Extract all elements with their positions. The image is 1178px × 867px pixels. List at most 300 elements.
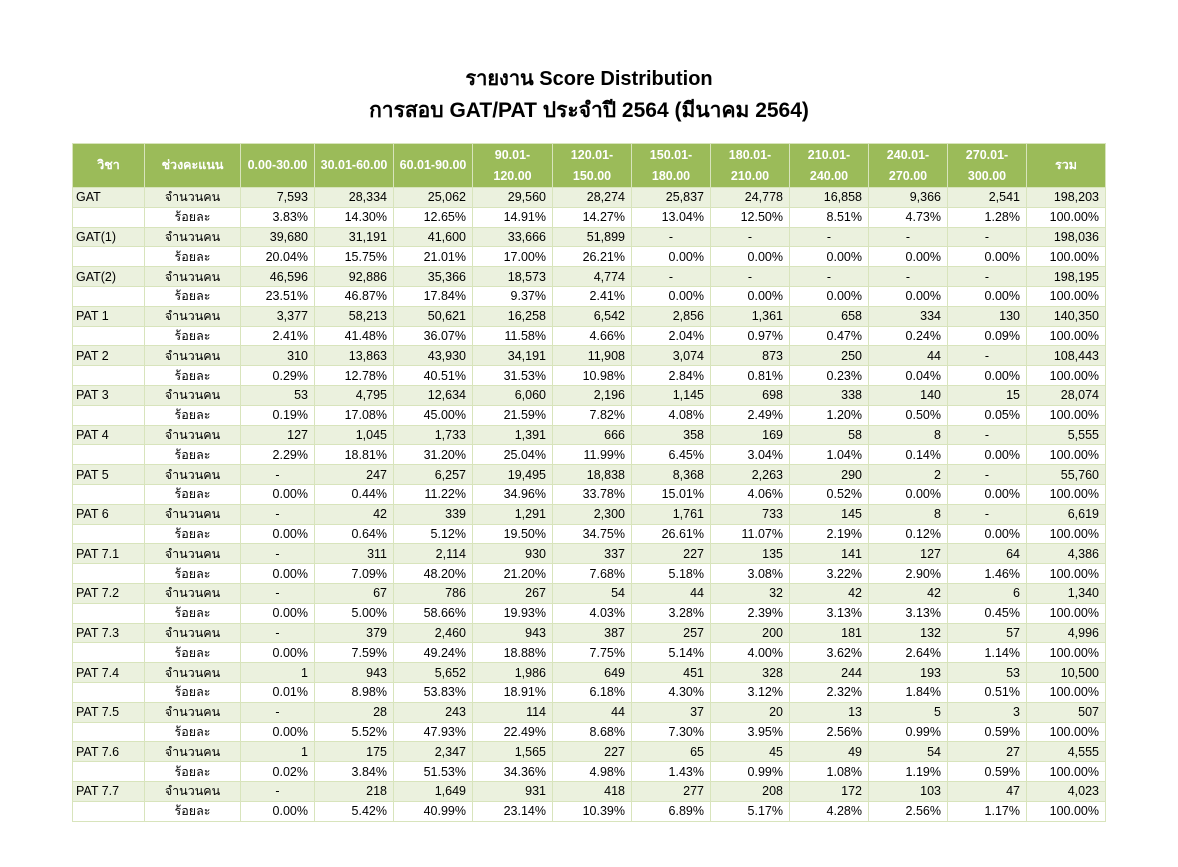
- value-cell: 140: [869, 385, 948, 405]
- table-row: [73, 346, 1106, 366]
- value-cell: 25.04%: [473, 445, 553, 465]
- metric-cell: จำนวนคน: [145, 504, 241, 524]
- value-cell: 0.00%: [711, 247, 790, 267]
- table-row: [73, 425, 1106, 445]
- value-cell: 649: [553, 663, 632, 683]
- subject-cell: PAT 7.7: [73, 781, 145, 801]
- value-cell: 53: [948, 663, 1027, 683]
- value-cell: 15.75%: [315, 247, 394, 267]
- metric-cell: ร้อยละ: [145, 247, 241, 267]
- value-cell: 18,838: [553, 465, 632, 485]
- value-cell: 1.19%: [869, 762, 948, 782]
- value-cell: 47.93%: [394, 722, 473, 742]
- value-cell: 92,886: [315, 267, 394, 287]
- value-cell: 0.14%: [869, 445, 948, 465]
- value-cell: 18.91%: [473, 682, 553, 702]
- value-cell: 1: [241, 742, 315, 762]
- value-cell: 1,761: [632, 504, 711, 524]
- value-cell: 40.51%: [394, 366, 473, 386]
- metric-cell: ร้อยละ: [145, 643, 241, 663]
- value-cell: 34,191: [473, 346, 553, 366]
- value-cell: 5,555: [1027, 425, 1106, 445]
- value-cell: 2,114: [394, 544, 473, 564]
- value-cell: 0.44%: [315, 484, 394, 504]
- value-cell: 47: [948, 781, 1027, 801]
- value-cell: 48.20%: [394, 564, 473, 584]
- subject-cell: PAT 5: [73, 465, 145, 485]
- table-row: [73, 267, 1106, 287]
- subject-cell: GAT(1): [73, 227, 145, 247]
- value-cell: 31,191: [315, 227, 394, 247]
- value-cell: 34.96%: [473, 484, 553, 504]
- column-header-range-270-300: 270.01- 300.00: [948, 144, 1027, 188]
- metric-cell: จำนวนคน: [145, 306, 241, 326]
- value-cell: 1,733: [394, 425, 473, 445]
- value-cell: 4.06%: [711, 484, 790, 504]
- subject-cell: [73, 484, 145, 504]
- value-cell: 1.43%: [632, 762, 711, 782]
- value-cell: 100.00%: [1027, 405, 1106, 425]
- value-cell: 21.59%: [473, 405, 553, 425]
- value-cell: 100.00%: [1027, 207, 1106, 227]
- value-cell: 2.90%: [869, 564, 948, 584]
- value-cell: 0.04%: [869, 366, 948, 386]
- value-cell: -: [948, 227, 1027, 247]
- value-cell: 0.00%: [241, 564, 315, 584]
- value-cell: 53: [241, 385, 315, 405]
- value-cell: 3: [948, 702, 1027, 722]
- value-cell: 44: [553, 702, 632, 722]
- value-cell: 3.22%: [790, 564, 869, 584]
- subject-cell: PAT 3: [73, 385, 145, 405]
- value-cell: 31.53%: [473, 366, 553, 386]
- column-header-range-150-180: 150.01- 180.00: [632, 144, 711, 188]
- value-cell: 3.08%: [711, 564, 790, 584]
- value-cell: -: [790, 227, 869, 247]
- value-cell: 65: [632, 742, 711, 762]
- metric-cell: จำนวนคน: [145, 425, 241, 445]
- value-cell: 0.59%: [948, 762, 1027, 782]
- table-row: [73, 247, 1106, 267]
- value-cell: 34.75%: [553, 524, 632, 544]
- table-row: [73, 801, 1106, 821]
- column-header-total: รวม: [1027, 144, 1106, 188]
- subject-cell: [73, 524, 145, 544]
- value-cell: 11,908: [553, 346, 632, 366]
- value-cell: 1,565: [473, 742, 553, 762]
- value-cell: 6.18%: [553, 682, 632, 702]
- metric-cell: จำนวนคน: [145, 385, 241, 405]
- value-cell: 42: [869, 583, 948, 603]
- value-cell: 41.48%: [315, 326, 394, 346]
- value-cell: 44: [632, 583, 711, 603]
- value-cell: 0.00%: [948, 366, 1027, 386]
- subject-cell: [73, 643, 145, 663]
- subject-cell: PAT 1: [73, 306, 145, 326]
- value-cell: 54: [869, 742, 948, 762]
- value-cell: 32: [711, 583, 790, 603]
- value-cell: 41,600: [394, 227, 473, 247]
- value-cell: 277: [632, 781, 711, 801]
- value-cell: 15: [948, 385, 1027, 405]
- value-cell: 1,391: [473, 425, 553, 445]
- value-cell: 19,495: [473, 465, 553, 485]
- value-cell: 943: [315, 663, 394, 683]
- table-row: [73, 742, 1106, 762]
- value-cell: 17.08%: [315, 405, 394, 425]
- value-cell: 55,760: [1027, 465, 1106, 485]
- value-cell: 198,195: [1027, 267, 1106, 287]
- value-cell: 25,062: [394, 188, 473, 208]
- table-row: [73, 623, 1106, 643]
- subject-cell: PAT 4: [73, 425, 145, 445]
- value-cell: 37: [632, 702, 711, 722]
- metric-cell: ร้อยละ: [145, 445, 241, 465]
- value-cell: 28,074: [1027, 385, 1106, 405]
- value-cell: 200: [711, 623, 790, 643]
- value-cell: 2: [869, 465, 948, 485]
- value-cell: 0.00%: [632, 247, 711, 267]
- value-cell: 20.04%: [241, 247, 315, 267]
- value-cell: 1: [241, 663, 315, 683]
- value-cell: -: [241, 781, 315, 801]
- value-cell: 40.99%: [394, 801, 473, 821]
- value-cell: 7.59%: [315, 643, 394, 663]
- table-row: [73, 306, 1106, 326]
- value-cell: 58,213: [315, 306, 394, 326]
- table-row: [73, 188, 1106, 208]
- value-cell: 334: [869, 306, 948, 326]
- value-cell: -: [711, 227, 790, 247]
- value-cell: 51.53%: [394, 762, 473, 782]
- value-cell: 9,366: [869, 188, 948, 208]
- value-cell: 6,060: [473, 385, 553, 405]
- metric-cell: ร้อยละ: [145, 722, 241, 742]
- value-cell: 108,443: [1027, 346, 1106, 366]
- value-cell: -: [948, 267, 1027, 287]
- value-cell: 42: [790, 583, 869, 603]
- value-cell: 0.00%: [948, 445, 1027, 465]
- table-row: [73, 465, 1106, 485]
- value-cell: 14.30%: [315, 207, 394, 227]
- value-cell: 45: [711, 742, 790, 762]
- value-cell: 733: [711, 504, 790, 524]
- value-cell: 130: [948, 306, 1027, 326]
- table-row: [73, 524, 1106, 544]
- value-cell: 0.00%: [948, 484, 1027, 504]
- value-cell: 290: [790, 465, 869, 485]
- value-cell: 3.95%: [711, 722, 790, 742]
- metric-cell: ร้อยละ: [145, 405, 241, 425]
- value-cell: 0.00%: [790, 247, 869, 267]
- value-cell: 227: [553, 742, 632, 762]
- value-cell: 33.78%: [553, 484, 632, 504]
- subject-cell: [73, 247, 145, 267]
- column-header-range-90-120: 90.01- 120.00: [473, 144, 553, 188]
- value-cell: 100.00%: [1027, 247, 1106, 267]
- value-cell: 100.00%: [1027, 603, 1106, 623]
- value-cell: 7.68%: [553, 564, 632, 584]
- table-row: [73, 207, 1106, 227]
- score-distribution-table: [72, 143, 1106, 822]
- value-cell: -: [869, 227, 948, 247]
- subject-cell: PAT 7.1: [73, 544, 145, 564]
- value-cell: 23.51%: [241, 286, 315, 306]
- value-cell: 1,045: [315, 425, 394, 445]
- value-cell: 13.04%: [632, 207, 711, 227]
- value-cell: 930: [473, 544, 553, 564]
- value-cell: 17.84%: [394, 286, 473, 306]
- value-cell: 0.51%: [948, 682, 1027, 702]
- value-cell: 0.52%: [790, 484, 869, 504]
- value-cell: 135: [711, 544, 790, 564]
- value-cell: -: [241, 544, 315, 564]
- value-cell: 100.00%: [1027, 286, 1106, 306]
- value-cell: 0.00%: [948, 524, 1027, 544]
- value-cell: -: [711, 267, 790, 287]
- value-cell: 2.56%: [869, 801, 948, 821]
- value-cell: 1,340: [1027, 583, 1106, 603]
- metric-cell: จำนวนคน: [145, 781, 241, 801]
- value-cell: 5.18%: [632, 564, 711, 584]
- table-row: [73, 286, 1106, 306]
- value-cell: 4.28%: [790, 801, 869, 821]
- value-cell: 17.00%: [473, 247, 553, 267]
- value-cell: 7,593: [241, 188, 315, 208]
- value-cell: 43,930: [394, 346, 473, 366]
- value-cell: 12.50%: [711, 207, 790, 227]
- value-cell: 0.02%: [241, 762, 315, 782]
- value-cell: 50,621: [394, 306, 473, 326]
- value-cell: 100.00%: [1027, 682, 1106, 702]
- metric-cell: จำนวนคน: [145, 663, 241, 683]
- subject-cell: PAT 7.5: [73, 702, 145, 722]
- subject-cell: [73, 405, 145, 425]
- value-cell: 5: [869, 702, 948, 722]
- value-cell: 19.93%: [473, 603, 553, 623]
- table-row: [73, 227, 1106, 247]
- column-header-score-range: ช่วงคะแนน: [145, 144, 241, 188]
- value-cell: 0.00%: [241, 643, 315, 663]
- value-cell: 387: [553, 623, 632, 643]
- value-cell: 2.04%: [632, 326, 711, 346]
- value-cell: 0.81%: [711, 366, 790, 386]
- value-cell: -: [632, 227, 711, 247]
- value-cell: -: [790, 267, 869, 287]
- value-cell: 39,680: [241, 227, 315, 247]
- value-cell: 227: [632, 544, 711, 564]
- subject-cell: [73, 445, 145, 465]
- value-cell: 10.39%: [553, 801, 632, 821]
- table-row: [73, 762, 1106, 782]
- value-cell: 2,856: [632, 306, 711, 326]
- value-cell: 0.12%: [869, 524, 948, 544]
- value-cell: 3.13%: [790, 603, 869, 623]
- metric-cell: จำนวนคน: [145, 702, 241, 722]
- value-cell: 0.19%: [241, 405, 315, 425]
- value-cell: 1.14%: [948, 643, 1027, 663]
- value-cell: 100.00%: [1027, 484, 1106, 504]
- report-subtitle: การสอบ GAT/PAT ประจำปี 2564 (มีนาคม 2564): [369, 99, 809, 122]
- value-cell: 5.00%: [315, 603, 394, 623]
- metric-cell: ร้อยละ: [145, 564, 241, 584]
- value-cell: 3.83%: [241, 207, 315, 227]
- value-cell: 3,377: [241, 306, 315, 326]
- value-cell: 23.14%: [473, 801, 553, 821]
- metric-cell: จำนวนคน: [145, 544, 241, 564]
- value-cell: 49: [790, 742, 869, 762]
- subject-cell: [73, 286, 145, 306]
- value-cell: 26.21%: [553, 247, 632, 267]
- subject-cell: PAT 2: [73, 346, 145, 366]
- value-cell: -: [948, 425, 1027, 445]
- value-cell: 5.12%: [394, 524, 473, 544]
- value-cell: 26.61%: [632, 524, 711, 544]
- table-row: [73, 781, 1106, 801]
- value-cell: 57: [948, 623, 1027, 643]
- value-cell: 6.89%: [632, 801, 711, 821]
- value-cell: 100.00%: [1027, 722, 1106, 742]
- value-cell: 19.50%: [473, 524, 553, 544]
- value-cell: 16,858: [790, 188, 869, 208]
- subject-cell: GAT(2): [73, 267, 145, 287]
- value-cell: 5.17%: [711, 801, 790, 821]
- value-cell: 311: [315, 544, 394, 564]
- value-cell: 4,996: [1027, 623, 1106, 643]
- value-cell: 2.84%: [632, 366, 711, 386]
- value-cell: 145: [790, 504, 869, 524]
- metric-cell: ร้อยละ: [145, 603, 241, 623]
- subject-cell: PAT 6: [73, 504, 145, 524]
- value-cell: 267: [473, 583, 553, 603]
- value-cell: 100.00%: [1027, 801, 1106, 821]
- value-cell: 34.36%: [473, 762, 553, 782]
- value-cell: 0.00%: [711, 286, 790, 306]
- subject-cell: PAT 7.4: [73, 663, 145, 683]
- value-cell: 3.04%: [711, 445, 790, 465]
- value-cell: 8.68%: [553, 722, 632, 742]
- metric-cell: จำนวนคน: [145, 346, 241, 366]
- value-cell: 658: [790, 306, 869, 326]
- value-cell: 18.81%: [315, 445, 394, 465]
- value-cell: 247: [315, 465, 394, 485]
- value-cell: 7.75%: [553, 643, 632, 663]
- value-cell: 0.00%: [948, 286, 1027, 306]
- table-row: [73, 366, 1106, 386]
- value-cell: 218: [315, 781, 394, 801]
- header-row: [73, 144, 1106, 188]
- value-cell: 4.98%: [553, 762, 632, 782]
- value-cell: 27: [948, 742, 1027, 762]
- value-cell: 140,350: [1027, 306, 1106, 326]
- column-header-range-210-240: 210.01- 240.00: [790, 144, 869, 188]
- value-cell: -: [241, 504, 315, 524]
- metric-cell: จำนวนคน: [145, 742, 241, 762]
- value-cell: 114: [473, 702, 553, 722]
- value-cell: 11.58%: [473, 326, 553, 346]
- value-cell: 0.00%: [241, 603, 315, 623]
- metric-cell: ร้อยละ: [145, 524, 241, 544]
- value-cell: 198,203: [1027, 188, 1106, 208]
- value-cell: -: [948, 465, 1027, 485]
- value-cell: -: [869, 267, 948, 287]
- value-cell: 0.24%: [869, 326, 948, 346]
- value-cell: 141: [790, 544, 869, 564]
- value-cell: 339: [394, 504, 473, 524]
- value-cell: 6.45%: [632, 445, 711, 465]
- value-cell: 5.52%: [315, 722, 394, 742]
- value-cell: 20: [711, 702, 790, 722]
- value-cell: 250: [790, 346, 869, 366]
- value-cell: 4.73%: [869, 207, 948, 227]
- value-cell: 16,258: [473, 306, 553, 326]
- value-cell: 2,300: [553, 504, 632, 524]
- value-cell: 2.41%: [553, 286, 632, 306]
- table-row: [73, 564, 1106, 584]
- value-cell: 46.87%: [315, 286, 394, 306]
- value-cell: 0.23%: [790, 366, 869, 386]
- value-cell: 8: [869, 504, 948, 524]
- value-cell: 175: [315, 742, 394, 762]
- subject-cell: [73, 682, 145, 702]
- value-cell: 11.22%: [394, 484, 473, 504]
- value-cell: 4,386: [1027, 544, 1106, 564]
- value-cell: -: [948, 346, 1027, 366]
- table-row: [73, 405, 1106, 425]
- value-cell: 698: [711, 385, 790, 405]
- value-cell: 3.28%: [632, 603, 711, 623]
- metric-cell: ร้อยละ: [145, 207, 241, 227]
- value-cell: 13,863: [315, 346, 394, 366]
- table-row: [73, 385, 1106, 405]
- value-cell: -: [241, 583, 315, 603]
- value-cell: 0.00%: [869, 484, 948, 504]
- value-cell: 1.28%: [948, 207, 1027, 227]
- table-row: [73, 722, 1106, 742]
- value-cell: 46,596: [241, 267, 315, 287]
- value-cell: 12.65%: [394, 207, 473, 227]
- value-cell: 931: [473, 781, 553, 801]
- value-cell: 2.39%: [711, 603, 790, 623]
- value-cell: 2.49%: [711, 405, 790, 425]
- value-cell: 100.00%: [1027, 762, 1106, 782]
- value-cell: 0.47%: [790, 326, 869, 346]
- value-cell: 127: [241, 425, 315, 445]
- value-cell: 0.29%: [241, 366, 315, 386]
- value-cell: 5,652: [394, 663, 473, 683]
- value-cell: 451: [632, 663, 711, 683]
- value-cell: 418: [553, 781, 632, 801]
- value-cell: 15.01%: [632, 484, 711, 504]
- value-cell: 4,555: [1027, 742, 1106, 762]
- value-cell: 10.98%: [553, 366, 632, 386]
- value-cell: 21.20%: [473, 564, 553, 584]
- value-cell: 22.49%: [473, 722, 553, 742]
- value-cell: 328: [711, 663, 790, 683]
- subject-cell: PAT 7.3: [73, 623, 145, 643]
- value-cell: 4.30%: [632, 682, 711, 702]
- value-cell: -: [632, 267, 711, 287]
- value-cell: 51,899: [553, 227, 632, 247]
- value-cell: 64: [948, 544, 1027, 564]
- subject-cell: [73, 762, 145, 782]
- value-cell: 2,347: [394, 742, 473, 762]
- value-cell: 0.00%: [948, 247, 1027, 267]
- value-cell: 2,460: [394, 623, 473, 643]
- value-cell: 21.01%: [394, 247, 473, 267]
- value-cell: 379: [315, 623, 394, 643]
- value-cell: 666: [553, 425, 632, 445]
